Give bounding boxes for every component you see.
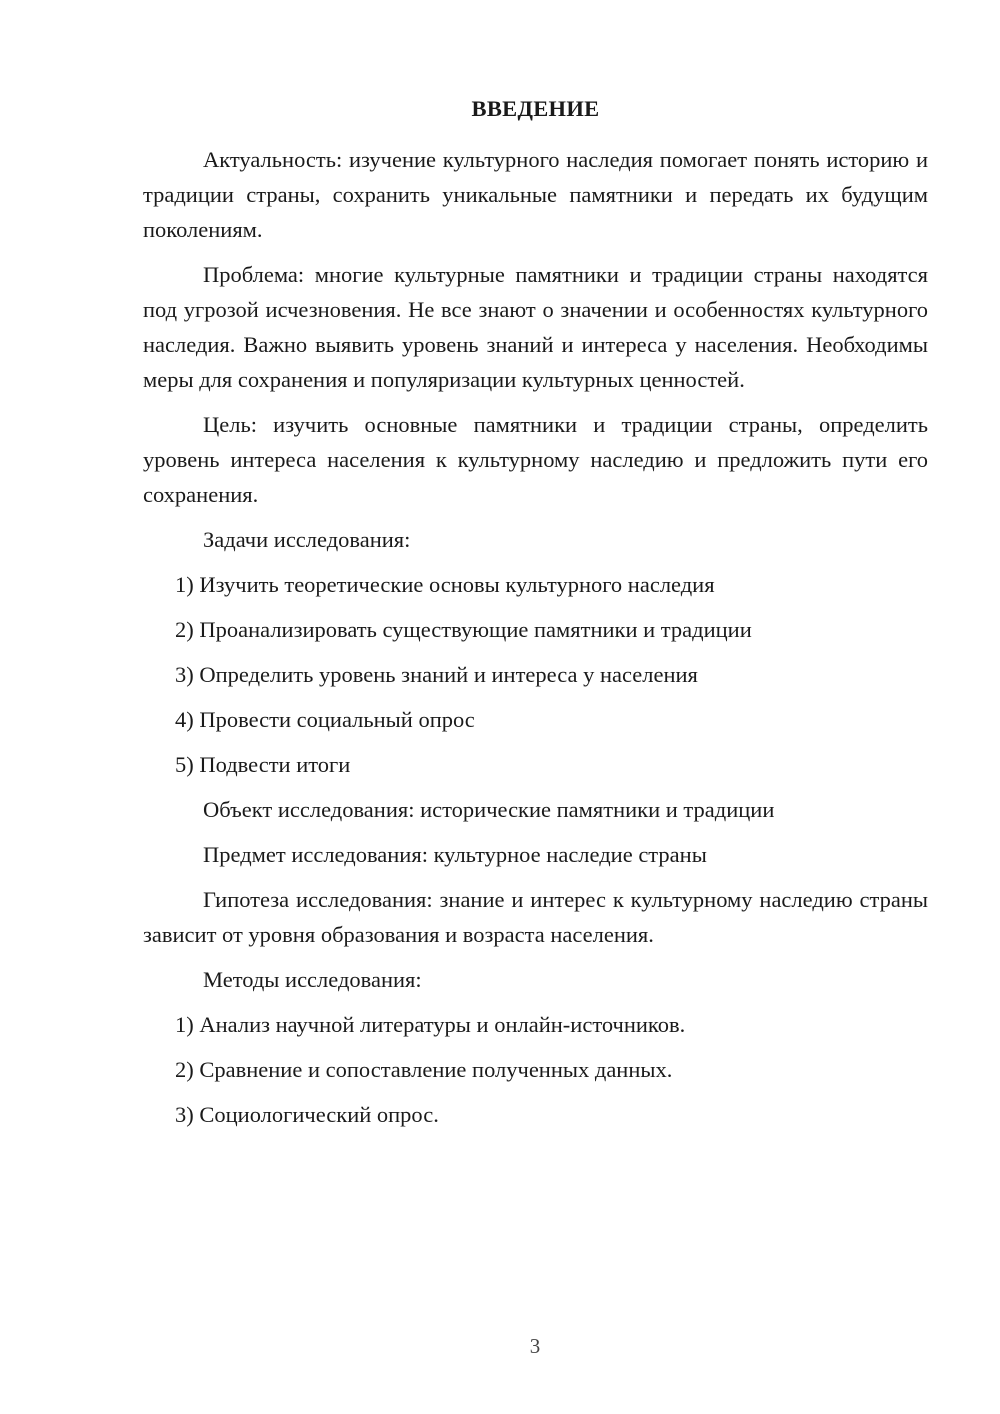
list-item: 1) Изучить теоретические основы культурного наследия (175, 572, 715, 597)
methods-list (143, 1007, 928, 1132)
list-item: 2) Сравнение и сопоставление полученных данных. (175, 1057, 673, 1082)
list-item: 4) Провести социальный опрос (175, 707, 475, 732)
list-item: 5) Подвести итоги (175, 752, 351, 777)
list-item: 3) Социологический опрос. (175, 1102, 439, 1127)
section-heading: ВВЕДЕНИЕ (471, 96, 600, 121)
methods-title: Методы исследования: (203, 967, 422, 992)
goal-paragraph: Цель: изучить основные памятники и традиции страны, определить уровень интереса населения к культурному наследию и предложить пути его сохранения. (143, 412, 928, 507)
subject-paragraph: Предмет исследования: культурное наследие страны (203, 842, 707, 867)
problem-paragraph: Проблема: многие культурные памятники и традиции страны находятся под угрозой исчезновения. Не все знают о значении и особенностях культурного наследия. Важно выявить уровень знаний и интереса у населения. Необходимы меры для сохранения и популяризации культурных ценностей. (143, 262, 928, 392)
hypothesis-paragraph: Гипотеза исследования: знание и интерес к культурному наследию страны зависит от уровня образования и возраста населения. (143, 887, 928, 947)
list-item: 1) Анализ научной литературы и онлайн-источников. (175, 1012, 686, 1037)
tasks-title: Задачи исследования: (203, 527, 411, 552)
list-item: 3) Определить уровень знаний и интереса у населения (175, 662, 698, 687)
list-item: 2) Проанализировать существующие памятники и традиции (175, 617, 752, 642)
relevance-paragraph: Актуальность: изучение культурного наследия помогает понять историю и традиции страны, сохранить уникальные памятники и передать их будущим поколениям. (143, 147, 928, 242)
tasks-list (143, 567, 928, 782)
page-number: 3 (529, 1334, 541, 1358)
object-paragraph: Объект исследования: исторические памятники и традиции (203, 797, 775, 822)
document-page (143, 94, 928, 1142)
